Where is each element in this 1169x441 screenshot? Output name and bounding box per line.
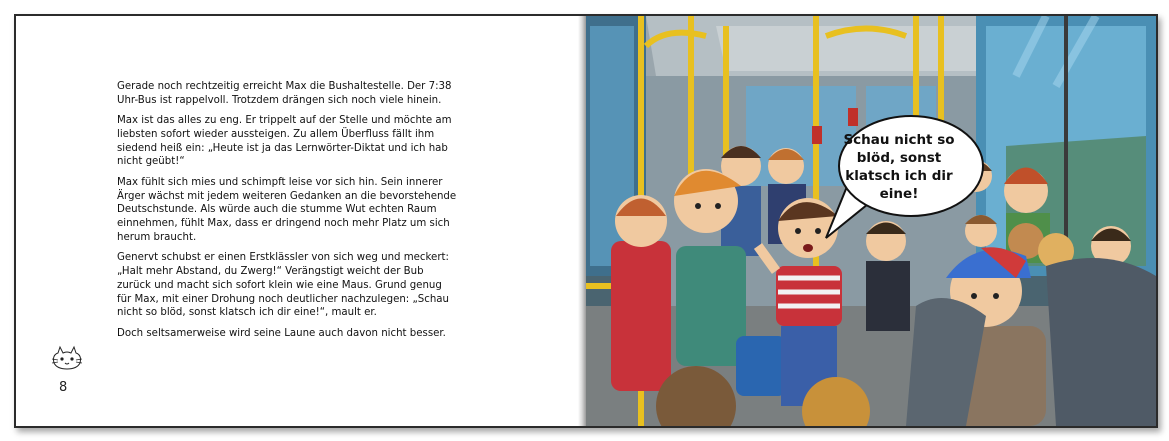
bus-scene [586,16,1156,426]
story-text [117,80,457,347]
boy-red-shirt-left [611,195,671,391]
speech-bubble-text: Schau nicht so blöd, sonst klatsch ich dir eine! [843,132,955,202]
left-page [16,16,582,426]
book-spread [14,14,1158,428]
paragraph-4: Genervt schubst er einen Erstklässler von sich weg und meckert: „Halt mehr Abstand, du Zwerg!“ Verängstigt weicht der Bub zurück und macht sich sofort klein wie eine Maus. Grund genug für Max, mit einer Drohung noch deutlicher nachzulegen: „Schau nicht so blöd, sonst klatsch ich dir eine!“, mault er. [117,252,449,319]
book-gutter [578,16,586,426]
cat-mascot-icon [50,345,84,371]
paragraph-3: Max fühlt sich mies und schimpft leise vor sich hin. Sein innerer Ärger wächst mit jedem weiteren Gedanken an die bevorstehende Deutschstunde. Als würde auch die stumme Wut echten Raum einnehmen, fühlt Max, dass er dringend noch mehr Platz um sich herum braucht. [117,176,457,243]
bus-illustration [586,16,1156,426]
paragraph-2: Max ist das alles zu eng. Er trippelt auf der Stelle und möchte am liebsten sofort wieder aussteigen. Zu allem Überfluss fällt ihm siedend heiß ein: „Heute ist ja das Lernwörter-Diktat und ich hab nicht geübt!“ [117,115,452,168]
paragraph-1: Gerade noch rechtzeitig erreicht Max die Bushaltestelle. Der 7:38 Uhr-Bus ist rappelvoll. Trotzdem drängen sich noch viele hinein. [117,81,452,106]
paragraph-5: Doch seltsamerweise wird seine Laune auch davon nicht besser. [117,327,446,339]
page-number: 8 [59,380,68,395]
